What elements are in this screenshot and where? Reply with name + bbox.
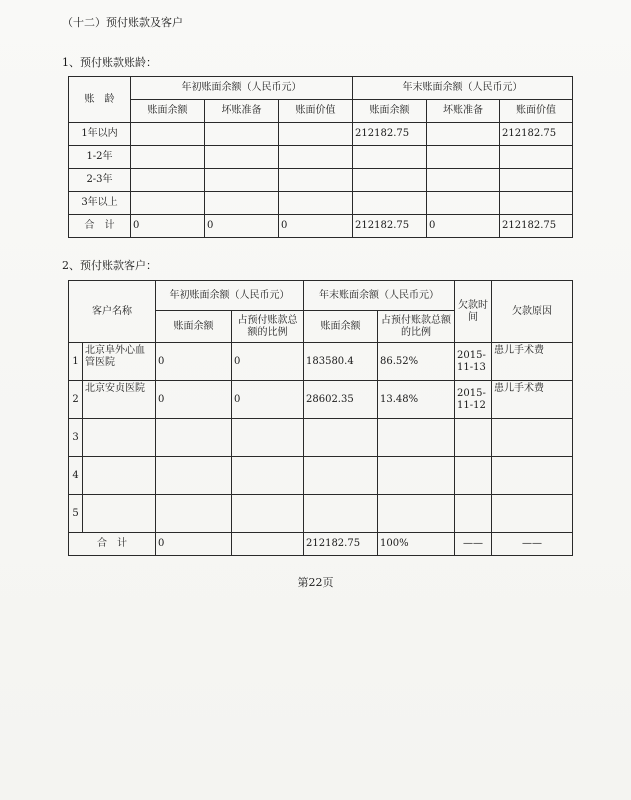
cust-sub-ratio: 占预付账款总额的比例 xyxy=(232,311,304,343)
aging-value-cell: 0 xyxy=(205,215,279,238)
aging-value-cell xyxy=(131,169,205,192)
total-begin-balance: 0 xyxy=(156,533,232,556)
total-end-balance: 212182.75 xyxy=(304,533,378,556)
aging-value-cell xyxy=(205,123,279,146)
customer-name xyxy=(83,419,156,457)
customer-name xyxy=(83,495,156,533)
aging-value-cell: 0 xyxy=(131,215,205,238)
row-number: 5 xyxy=(69,495,83,533)
aging-table xyxy=(68,76,573,238)
customers-heading: 2、预付账款客户： xyxy=(62,259,157,272)
end-balance xyxy=(304,419,378,457)
table-row xyxy=(69,419,573,457)
aging-value-cell xyxy=(279,169,353,192)
aging-age-cell: 1-2年 xyxy=(69,146,131,169)
debt-reason xyxy=(492,495,573,533)
begin-balance: 0 xyxy=(156,381,232,419)
aging-sub-header: 坏账准备 xyxy=(427,100,500,123)
aging-value-cell xyxy=(205,146,279,169)
aging-sub-header: 账面价值 xyxy=(500,100,573,123)
aging-heading: 1、预付账款账龄： xyxy=(62,56,157,69)
aging-value-cell xyxy=(427,192,500,215)
section-title: （十二）预付账款及客户 xyxy=(62,16,183,29)
customer-name: 北京安贞医院 xyxy=(83,381,156,419)
begin-ratio: 0 xyxy=(232,343,304,381)
end-ratio xyxy=(378,419,455,457)
customers-table xyxy=(68,280,573,556)
begin-ratio xyxy=(232,495,304,533)
end-ratio xyxy=(378,457,455,495)
aging-sub-header: 账面余额 xyxy=(353,100,427,123)
aging-value-cell xyxy=(131,146,205,169)
begin-ratio xyxy=(232,457,304,495)
begin-balance xyxy=(156,495,232,533)
cust-header-reason: 欠款原因 xyxy=(492,281,573,343)
page-number: 第22页 xyxy=(297,576,334,589)
cust-sub-balance: 账面余额 xyxy=(156,311,232,343)
aging-value-cell: 212182.75 xyxy=(353,215,427,238)
customer-name xyxy=(83,457,156,495)
aging-sub-header: 坏账准备 xyxy=(205,100,279,123)
cust-sub-balance: 账面余额 xyxy=(304,311,378,343)
total-time: —— xyxy=(455,533,492,556)
begin-balance: 0 xyxy=(156,343,232,381)
debt-time: 2015-11-12 xyxy=(455,381,492,419)
cust-header-end: 年末账面余额（人民币元） xyxy=(304,281,455,311)
aging-value-cell xyxy=(279,192,353,215)
table-row xyxy=(69,495,573,533)
row-number: 2 xyxy=(69,381,83,419)
aging-header-end: 年末账面余额（人民币元） xyxy=(353,77,573,100)
aging-header-begin: 年初账面余额（人民币元） xyxy=(131,77,353,100)
debt-time xyxy=(455,457,492,495)
aging-row xyxy=(69,169,573,192)
debt-reason xyxy=(492,419,573,457)
cust-header-time: 欠款时间 xyxy=(455,281,492,343)
table-row xyxy=(69,381,573,419)
aging-value-cell xyxy=(205,192,279,215)
total-reason: —— xyxy=(492,533,573,556)
begin-balance xyxy=(156,419,232,457)
aging-sub-header: 账面余额 xyxy=(131,100,205,123)
cust-header-name: 客户名称 xyxy=(69,281,156,343)
end-ratio: 13.48% xyxy=(378,381,455,419)
begin-ratio: 0 xyxy=(232,381,304,419)
aging-total-row xyxy=(69,215,573,238)
cust-sub-ratio: 占预付账款总额的比例 xyxy=(378,311,455,343)
row-number: 3 xyxy=(69,419,83,457)
aging-value-cell xyxy=(205,169,279,192)
aging-value-cell xyxy=(500,192,573,215)
aging-value-cell xyxy=(500,146,573,169)
debt-time xyxy=(455,419,492,457)
debt-reason: 患儿手术费 xyxy=(492,343,573,381)
aging-row xyxy=(69,123,573,146)
aging-header-age: 账 龄 xyxy=(69,77,131,123)
aging-value-cell: 0 xyxy=(279,215,353,238)
table-row xyxy=(69,457,573,495)
total-label: 合 计 xyxy=(69,533,156,556)
aging-value-cell: 212182.75 xyxy=(500,123,573,146)
table-row xyxy=(69,343,573,381)
row-number: 4 xyxy=(69,457,83,495)
debt-time xyxy=(455,495,492,533)
aging-value-cell: 212182.75 xyxy=(500,215,573,238)
end-balance: 28602.35 xyxy=(304,381,378,419)
aging-age-cell: 2-3年 xyxy=(69,169,131,192)
aging-value-cell xyxy=(279,146,353,169)
cust-header-begin: 年初账面余额（人民币元） xyxy=(156,281,304,311)
aging-sub-header: 账面价值 xyxy=(279,100,353,123)
end-balance: 183580.4 xyxy=(304,343,378,381)
end-balance xyxy=(304,495,378,533)
aging-value-cell xyxy=(427,169,500,192)
aging-row xyxy=(69,192,573,215)
aging-value-cell xyxy=(353,146,427,169)
end-ratio: 86.52% xyxy=(378,343,455,381)
aging-value-cell xyxy=(427,146,500,169)
aging-value-cell xyxy=(279,123,353,146)
aging-age-cell: 3年以上 xyxy=(69,192,131,215)
total-end-ratio: 100% xyxy=(378,533,455,556)
begin-balance xyxy=(156,457,232,495)
aging-value-cell xyxy=(353,169,427,192)
debt-reason: 患儿手术费 xyxy=(492,381,573,419)
end-ratio xyxy=(378,495,455,533)
aging-total-label: 合 计 xyxy=(69,215,131,238)
aging-value-cell xyxy=(131,123,205,146)
aging-value-cell: 0 xyxy=(427,215,500,238)
begin-ratio xyxy=(232,419,304,457)
aging-value-cell xyxy=(353,192,427,215)
debt-reason xyxy=(492,457,573,495)
customer-name: 北京阜外心血管医院 xyxy=(83,343,156,381)
aging-row xyxy=(69,146,573,169)
debt-time: 2015-11-13 xyxy=(455,343,492,381)
aging-value-cell: 212182.75 xyxy=(353,123,427,146)
aging-value-cell xyxy=(500,169,573,192)
total-begin-ratio xyxy=(232,533,304,556)
customers-total-row xyxy=(69,533,573,556)
aging-age-cell: 1年以内 xyxy=(69,123,131,146)
aging-value-cell xyxy=(427,123,500,146)
end-balance xyxy=(304,457,378,495)
aging-value-cell xyxy=(131,192,205,215)
row-number: 1 xyxy=(69,343,83,381)
